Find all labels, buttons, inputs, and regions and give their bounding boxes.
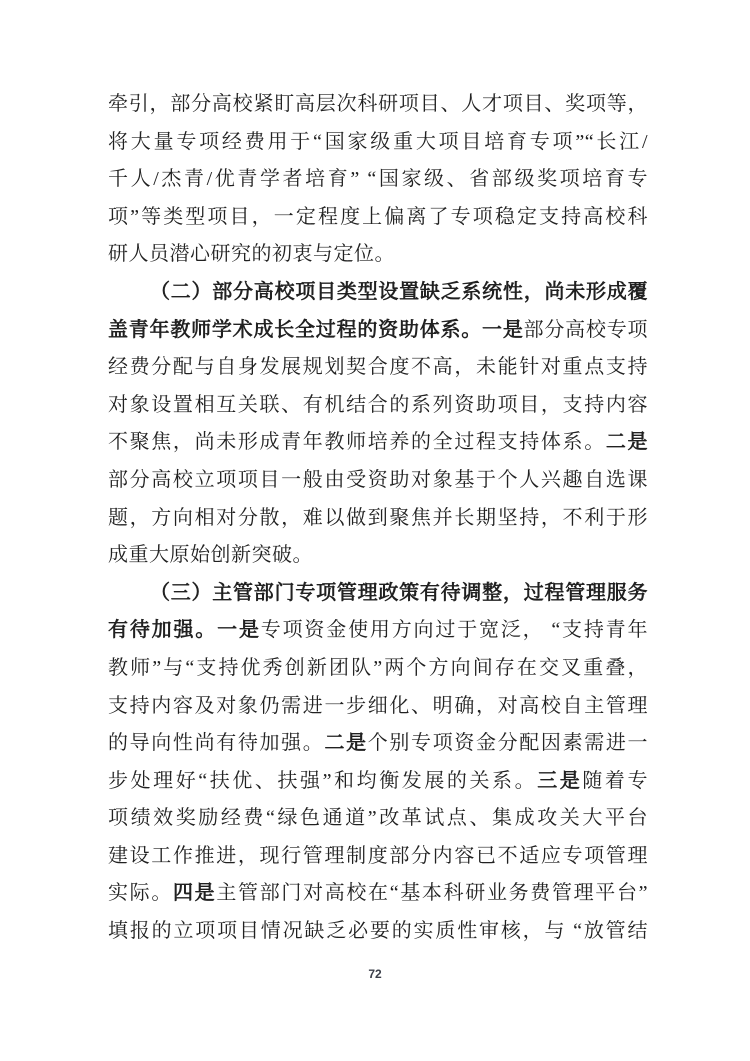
bold-text-segment: 有待加强。一是	[108, 619, 261, 642]
text-line	[108, 312, 648, 350]
text-segment: 千人/杰青/优青学者培育” “国家级、省部级奖项培育专	[108, 168, 648, 191]
text-segment: 经费分配与自身发展规划契合度不高，未能针对重点支持	[108, 356, 648, 379]
text-line	[108, 236, 648, 274]
text-line	[108, 838, 648, 876]
text-line	[108, 500, 648, 538]
text-segment: 主管部门对高校在“基本科研业务费管理平台”	[216, 882, 649, 905]
text-segment: 随着专	[582, 769, 649, 792]
text-line	[108, 800, 648, 838]
text-segment: 教师”与“支持优秀创新团队”两个方向间存在交叉重叠，	[108, 656, 648, 679]
text-segment: 填报的立项项目情况缺乏必要的实质性审核，与 “放管结	[108, 920, 648, 943]
text-segment: 部分高校立项项目一般由受资助对象基于个人兴趣自选课	[108, 468, 648, 491]
text-line	[108, 86, 648, 124]
text-line	[108, 612, 648, 650]
text-segment: 项”等类型项目，一定程度上偏离了专项稳定支持高校科	[108, 205, 648, 228]
bold-text-segment: 四是	[173, 882, 217, 905]
text-block	[108, 86, 648, 951]
text-line	[108, 387, 648, 425]
text-segment: 专项资金使用方向过于宽泛， “支持青年	[260, 619, 648, 642]
text-segment: 题，方向相对分散，难以做到聚焦并长期坚持，不利于形	[108, 506, 648, 529]
text-segment: 对象设置相互关联、有机结合的系列资助项目，支持内容	[108, 393, 648, 416]
text-line	[108, 161, 648, 199]
page-number: 72	[368, 967, 382, 981]
bold-text-segment: （三）主管部门专项管理政策有待调整，过程管理服务	[150, 581, 648, 604]
text-segment: 步处理好“扶优、扶强”和均衡发展的关系。	[108, 769, 538, 792]
text-line	[108, 688, 648, 726]
bold-text-segment: 盖青年教师学术成长全过程的资助体系。一是	[108, 318, 524, 341]
text-segment: 部分高校专项	[523, 318, 649, 341]
text-line	[108, 462, 648, 500]
text-line	[108, 199, 648, 237]
text-line	[108, 124, 648, 162]
text-segment: 将大量专项经费用于“国家级重大项目培育专项”“长江/	[108, 130, 648, 153]
text-segment: 建设工作推进，现行管理制度部分内容已不适应专项管理	[108, 844, 648, 867]
bold-text-segment: 二是	[324, 732, 368, 755]
text-segment: 实际。	[108, 882, 174, 905]
text-segment: 个别专项资金分配因素需进一	[367, 732, 649, 755]
text-line	[108, 725, 648, 763]
text-segment: 牵引，部分高校紧盯高层次科研项目、人才项目、奖项等，	[108, 93, 648, 115]
text-line	[108, 875, 648, 913]
page-footer	[0, 965, 750, 983]
text-line	[108, 650, 648, 688]
text-segment: 的导向性尚有待加强。	[108, 732, 325, 755]
bold-text-segment: 三是	[537, 769, 583, 792]
text-segment: 成重大原始创新突破。	[108, 544, 313, 567]
text-segment: 支持内容及对象仍需进一步细化、明确，对高校自主管理	[108, 694, 648, 717]
text-segment: 项绩效奖励经费“绿色通道”改革试点、集成攻关大平台	[108, 807, 648, 830]
text-segment: 研人员潜心研究的初衷与定位。	[108, 243, 395, 266]
text-segment: 不聚焦，尚未形成青年教师培养的全过程支持体系。	[108, 431, 606, 454]
bold-text-segment: （二）部分高校项目类型设置缺乏系统性，尚未形成覆	[150, 280, 648, 303]
text-line	[108, 913, 648, 951]
text-line	[108, 274, 648, 312]
text-line	[108, 537, 648, 575]
text-line	[108, 349, 648, 387]
bold-text-segment: 二是	[605, 431, 649, 454]
text-line	[108, 575, 648, 613]
text-line	[108, 763, 648, 801]
text-line	[108, 424, 648, 462]
